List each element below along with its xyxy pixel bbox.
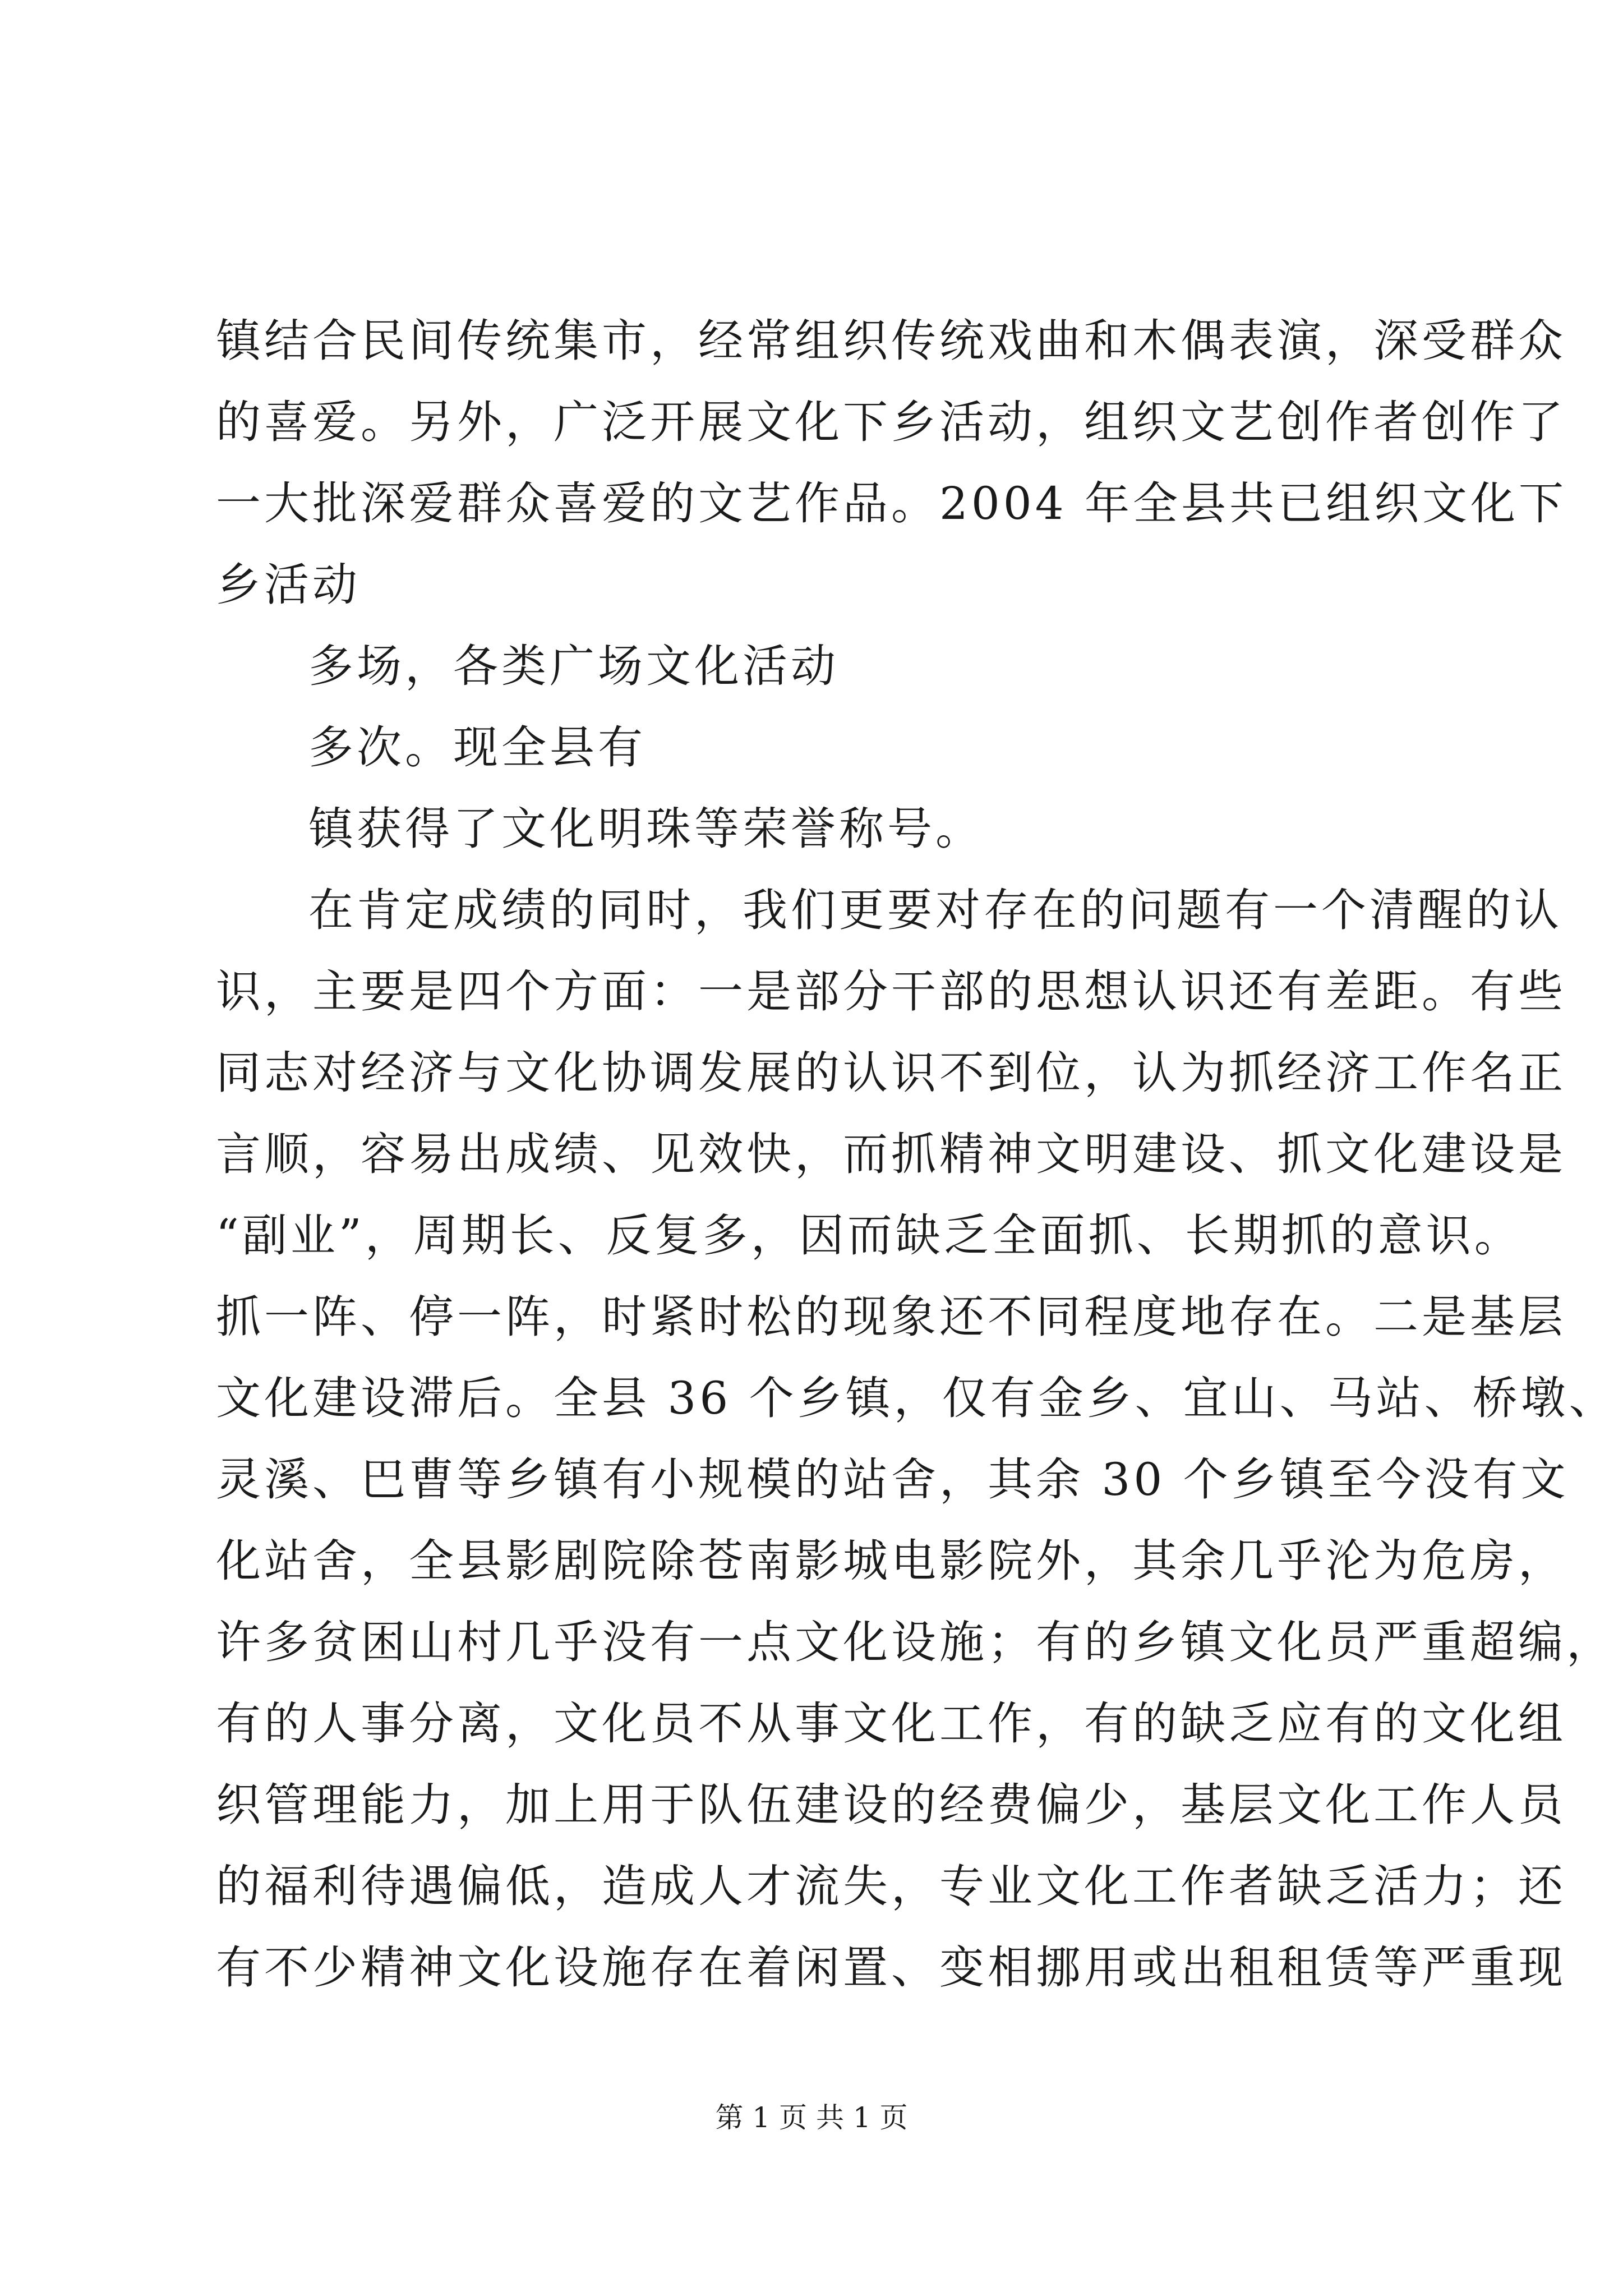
text-line: 言顺，容易出成绩、见效快，而抓精神文明建设、抓文化建设是 bbox=[216, 1128, 1566, 1180]
text-line: 镇结合民间传统集市，经常组织传统戏曲和木偶表演，深受群众 bbox=[216, 315, 1566, 367]
text-line: 织管理能力，加上用于队伍建设的经费偏少，基层文化工作人员 bbox=[216, 1779, 1566, 1831]
text-line: 识，主要是四个方面：一是部分干部的思想认识还有差距。有些 bbox=[216, 965, 1566, 1018]
text-line: 化站舍，全县影剧院除苍南影城电影院外，其余几乎沦为危房， bbox=[216, 1535, 1566, 1587]
text-line: 文化建设滞后。全县 36 个乡镇，仅有金乡、宜山、马站、桥墩、 bbox=[216, 1372, 1617, 1424]
text-line: 的福利待遇偏低，造成人才流失，专业文化工作者缺乏活力；还 bbox=[216, 1860, 1566, 1912]
text-line: 有的人事分离，文化员不从事文化工作，有的缺乏应有的文化组 bbox=[216, 1697, 1566, 1750]
page-footer: 第 1 页 共 1 页 bbox=[715, 2101, 908, 2134]
text-line: “副业”，周期长、反复多，因而缺乏全面抓、长期抓的意识。 bbox=[216, 1209, 1523, 1262]
text-line: 镇获得了文化明珠等荣誉称号。 bbox=[308, 803, 984, 855]
text-line: 灵溪、巴曹等乡镇有小规模的站舍，其余 30 个乡镇至今没有文 bbox=[216, 1453, 1569, 1506]
text-line: 抓一阵、停一阵，时紧时松的现象还不同程度地存在。二是基层 bbox=[216, 1291, 1566, 1343]
text-line: 有不少精神文化设施存在着闲置、变相挪用或出租租赁等严重现 bbox=[216, 1941, 1566, 1994]
text-line: 在肯定成绩的同时，我们更要对存在的问题有一个清醒的认 bbox=[308, 884, 1562, 936]
text-line: 同志对经济与文化协调发展的认识不到位，认为抓经济工作名正 bbox=[216, 1047, 1566, 1099]
text-line: 的喜爱。另外，广泛开展文化下乡活动，组织文艺创作者创作了 bbox=[216, 396, 1566, 448]
text-line: 许多贫困山村几乎没有一点文化设施；有的乡镇文化员严重超编， bbox=[216, 1616, 1615, 1668]
text-line: 多次。现全县有 bbox=[308, 721, 646, 774]
text-line: 一大批深爱群众喜爱的文艺作品。2004 年全县共已组织文化下 bbox=[216, 477, 1567, 530]
text-line: 多场，各类广场文化活动 bbox=[308, 640, 839, 692]
text-line: 乡活动 bbox=[216, 559, 361, 611]
body-text bbox=[216, 300, 1617, 2008]
